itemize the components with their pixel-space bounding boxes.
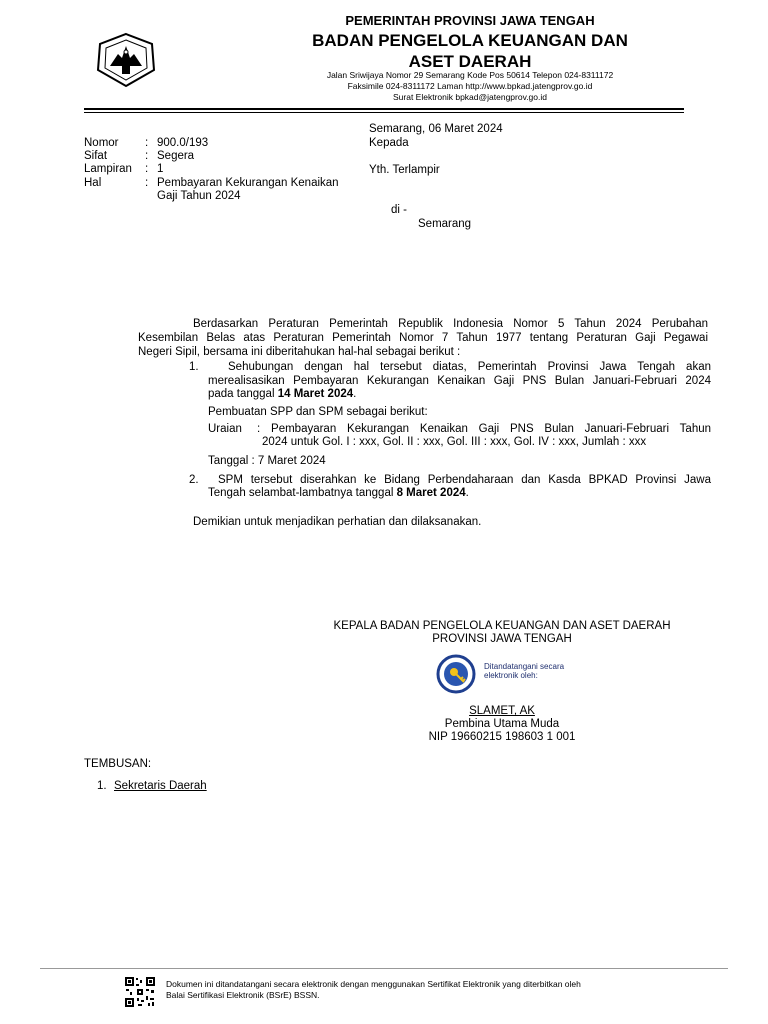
signatory-name-text: SLAMET, AK: [469, 705, 535, 717]
item-1-date-post: .: [353, 388, 357, 400]
nomor-label: Nomor: [84, 137, 119, 149]
item-1-line-2: merealisasikan Pembayaran Kekurangan Kenaikan Gaji PNS Bulan Januari-Februari 2024: [208, 375, 711, 387]
stamp-text-1: Ditandatangani secara: [484, 662, 565, 671]
recipient-city: Semarang: [418, 218, 472, 230]
bsre-seal-icon: [436, 654, 476, 694]
header-rule-thick: [84, 108, 684, 110]
letterhead-address: Jalan Sriwijaya Nomor 29 Semarang Kode Pos 50614 Telepon 024-8311172: [326, 70, 614, 80]
tembusan-label: TEMBUSAN:: [84, 758, 152, 770]
footer-rule: [40, 968, 728, 969]
letterhead-line-2: BADAN PENGELOLA KEUANGAN DAN: [312, 31, 628, 50]
closing-sentence: Demikian untuk menjadikan perhatian dan dilaksanakan.: [193, 516, 482, 528]
signatory-nip: NIP 19660215 198603 1 001: [428, 731, 576, 743]
tembusan-item-1: [114, 780, 207, 792]
lampiran-label: Lampiran: [84, 163, 132, 175]
signatory-title-1: KEPALA BADAN PENGELOLA KEUANGAN DAN ASET DAERAH: [333, 620, 671, 632]
footer-line-1: Dokumen ini ditandatangani secara elektronik dengan menggunakan Sertifikat Elektronik yang diterbitkan oleh: [166, 979, 581, 989]
item-2-date-post: .: [465, 487, 469, 499]
hal-value-1: Pembayaran Kekurangan Kenaikan: [157, 177, 339, 189]
item-2-line-2: [208, 487, 469, 501]
tanggal-line: Tanggal : 7 Maret 2024: [208, 455, 326, 467]
intro-line-3: Negeri Sipil, bersama ini diberitahukan hal-hal sebagai berikut :: [138, 346, 461, 358]
signatory-title-2: PROVINSI JAWA TENGAH: [432, 633, 572, 645]
recipient-di: di -: [391, 204, 407, 216]
letterhead-line-3: ASET DAERAH: [408, 52, 532, 71]
stamp-text-2: elektronik oleh:: [484, 671, 538, 680]
letterhead-fax-web: Faksimile 024-8311172 Laman http://www.bpkad.jatengprov.go.id: [347, 81, 593, 91]
electronic-signature-stamp: [436, 654, 568, 694]
spp-intro: Pembuatan SPP dan SPM sebagai berikut:: [208, 406, 428, 418]
date-place: Semarang, 06 Maret 2024: [369, 123, 503, 135]
signatory-rank: Pembina Utama Muda: [444, 718, 560, 730]
item-1-line-1: Sehubungan dengan hal tersebut diatas, Pemerintah Provinsi Jawa Tengah akan: [228, 361, 711, 373]
qr-code-icon: [124, 976, 156, 1008]
nomor-value: 900.0/193: [157, 137, 209, 149]
letterhead-email: Surat Elektronik bpkad@jatengprov.go.id: [392, 92, 547, 102]
uraian-line-2: 2024 untuk Gol. I : xxx, Gol. II : xxx, Gol. III : xxx, Gol. IV : xxx, Jumlah : xxx: [262, 436, 647, 448]
signatory-name: [312, 705, 692, 718]
nomor-colon: :: [145, 137, 149, 149]
tembusan-item-1-number: 1.: [97, 780, 107, 792]
item-1-line-3: [208, 388, 356, 402]
intro-line-1: Berdasarkan Peraturan Pemerintah Republik Indonesia Nomor 5 Tahun 2024 Perubahan: [193, 318, 708, 330]
lampiran-value: 1: [157, 163, 164, 175]
hal-value-2: Gaji Tahun 2024: [157, 190, 241, 202]
sifat-colon: :: [145, 150, 149, 162]
sifat-value: Segera: [157, 150, 195, 162]
lampiran-colon: :: [145, 163, 149, 175]
item-2-line-1: SPM tersebut diserahkan ke Bidang Perbendaharaan dan Kasda BPKAD Provinsi Jawa: [218, 474, 711, 486]
recipient-yth: Yth. Terlampir: [369, 164, 440, 176]
item-2-date-pre: Tengah selambat-lambatnya tanggal: [208, 487, 397, 499]
recipient-kepada: Kepada: [369, 137, 409, 149]
item-1-date-pre: pada tanggal: [208, 388, 278, 400]
tembusan-item-1-text: Sekretaris Daerah: [114, 780, 207, 792]
item-2-number: 2.: [189, 474, 199, 486]
hal-colon: :: [145, 177, 149, 189]
uraian-label: Uraian: [208, 423, 242, 435]
uraian-line-1: : Pembayaran Kekurangan Kenaikan Gaji PNS Bulan Januari-Februari Tahun: [257, 423, 711, 435]
header-rule-thin: [84, 112, 684, 113]
intro-line-2: Kesembilan Belas atas Peraturan Pemerintah Nomor 7 Tahun 1977 tentang Peraturan Gaji Pegawai: [138, 332, 708, 344]
footer-line-2: Balai Sertifikasi Elektronik (BSrE) BSSN.: [166, 990, 320, 1000]
letterhead-line-1: PEMERINTAH PROVINSI JAWA TENGAH: [345, 13, 595, 28]
sifat-label: Sifat: [84, 150, 108, 162]
jawa-tengah-emblem-icon: [92, 30, 160, 88]
hal-label: Hal: [84, 177, 102, 189]
item-1-number: 1.: [189, 361, 199, 373]
item-1-date: 14 Maret 2024: [277, 388, 354, 400]
item-2-date: 8 Maret 2024: [396, 487, 466, 499]
